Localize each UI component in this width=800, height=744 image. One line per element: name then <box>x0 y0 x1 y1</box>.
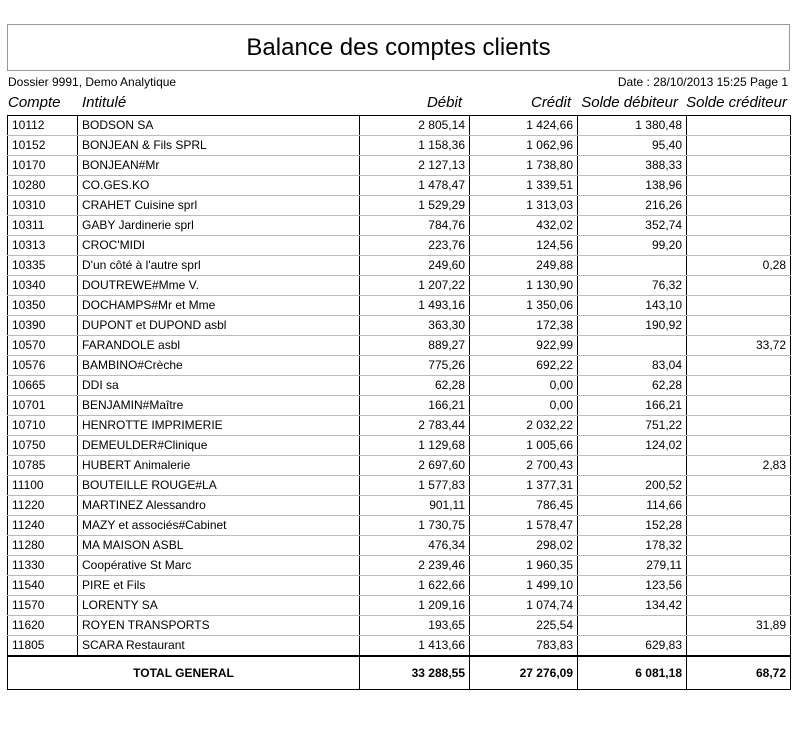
cell-credit: 1 960,35 <box>470 556 578 576</box>
cell-solde-debiteur <box>578 256 687 276</box>
cell-debit: 1 413,66 <box>360 636 470 656</box>
cell-credit: 1 313,03 <box>470 196 578 216</box>
cell-credit: 432,02 <box>470 216 578 236</box>
cell-intitule: GABY Jardinerie sprl <box>78 216 360 236</box>
cell-intitule: BAMBINO#Crèche <box>78 356 360 376</box>
cell-solde-crediteur <box>687 516 791 536</box>
cell-debit: 1 207,22 <box>360 276 470 296</box>
cell-debit: 1 158,36 <box>360 136 470 156</box>
total-debit: 33 288,55 <box>360 657 470 690</box>
total-solde-crediteur: 68,72 <box>687 657 791 690</box>
table-row <box>8 296 791 316</box>
table-row <box>8 356 791 376</box>
cell-credit: 922,99 <box>470 336 578 356</box>
cell-solde-debiteur: 123,56 <box>578 576 687 596</box>
cell-intitule: CO.GES.KO <box>78 176 360 196</box>
cell-intitule: FARANDOLE asbl <box>78 336 360 356</box>
cell-intitule: DDI sa <box>78 376 360 396</box>
cell-compte: 10785 <box>8 456 78 476</box>
cell-solde-debiteur: 178,32 <box>578 536 687 556</box>
cell-solde-debiteur: 200,52 <box>578 476 687 496</box>
cell-solde-crediteur <box>687 276 791 296</box>
cell-compte: 10576 <box>8 356 78 376</box>
cell-solde-debiteur: 190,92 <box>578 316 687 336</box>
cell-solde-crediteur <box>687 196 791 216</box>
cell-compte: 10152 <box>8 136 78 156</box>
cell-credit: 1 499,10 <box>470 576 578 596</box>
cell-compte: 10390 <box>8 316 78 336</box>
cell-solde-debiteur: 388,33 <box>578 156 687 176</box>
total-credit: 27 276,09 <box>470 657 578 690</box>
table-row <box>8 536 791 556</box>
cell-solde-crediteur <box>687 636 791 656</box>
cell-compte: 11570 <box>8 596 78 616</box>
cell-solde-debiteur: 138,96 <box>578 176 687 196</box>
cell-solde-debiteur: 83,04 <box>578 356 687 376</box>
cell-debit: 2 783,44 <box>360 416 470 436</box>
cell-debit: 2 805,14 <box>360 116 470 136</box>
cell-intitule: DEMEULDER#Clinique <box>78 436 360 456</box>
cell-solde-debiteur: 279,11 <box>578 556 687 576</box>
cell-debit: 1 730,75 <box>360 516 470 536</box>
cell-solde-debiteur <box>578 616 687 636</box>
cell-solde-debiteur: 114,66 <box>578 496 687 516</box>
cell-compte: 11330 <box>8 556 78 576</box>
cell-credit: 1 339,51 <box>470 176 578 196</box>
cell-credit: 1 130,90 <box>470 276 578 296</box>
cell-compte: 10750 <box>8 436 78 456</box>
header-intitule: Intitulé <box>82 94 127 111</box>
cell-compte: 10701 <box>8 396 78 416</box>
cell-compte: 10313 <box>8 236 78 256</box>
cell-intitule: BENJAMIN#Maître <box>78 396 360 416</box>
cell-intitule: PIRE et Fils <box>78 576 360 596</box>
cell-compte: 11220 <box>8 496 78 516</box>
table-row <box>8 376 791 396</box>
table-row <box>8 416 791 436</box>
cell-compte: 10170 <box>8 156 78 176</box>
cell-solde-debiteur: 99,20 <box>578 236 687 256</box>
table-row <box>8 176 791 196</box>
cell-debit: 193,65 <box>360 616 470 636</box>
cell-intitule: BONJEAN & Fils SPRL <box>78 136 360 156</box>
cell-solde-crediteur <box>687 596 791 616</box>
cell-credit: 249,88 <box>470 256 578 276</box>
cell-credit: 225,54 <box>470 616 578 636</box>
cell-solde-debiteur: 134,42 <box>578 596 687 616</box>
total-row <box>8 657 791 690</box>
cell-credit: 1 578,47 <box>470 516 578 536</box>
cell-solde-crediteur <box>687 296 791 316</box>
cell-intitule: CRAHET Cuisine sprl <box>78 196 360 216</box>
cell-debit: 775,26 <box>360 356 470 376</box>
cell-compte: 10665 <box>8 376 78 396</box>
cell-credit: 298,02 <box>470 536 578 556</box>
cell-solde-crediteur <box>687 496 791 516</box>
cell-solde-crediteur: 31,89 <box>687 616 791 636</box>
cell-solde-debiteur: 62,28 <box>578 376 687 396</box>
cell-debit: 223,76 <box>360 236 470 256</box>
cell-debit: 1 129,68 <box>360 436 470 456</box>
cell-credit: 783,83 <box>470 636 578 656</box>
cell-compte: 10350 <box>8 296 78 316</box>
table-row <box>8 256 791 276</box>
cell-debit: 363,30 <box>360 316 470 336</box>
cell-credit: 0,00 <box>470 376 578 396</box>
cell-debit: 1 493,16 <box>360 296 470 316</box>
cell-intitule: ROYEN TRANSPORTS <box>78 616 360 636</box>
table-row <box>8 596 791 616</box>
cell-solde-crediteur <box>687 156 791 176</box>
cell-debit: 1 529,29 <box>360 196 470 216</box>
cell-credit: 2 032,22 <box>470 416 578 436</box>
table-row <box>8 576 791 596</box>
table-row <box>8 516 791 536</box>
cell-debit: 901,11 <box>360 496 470 516</box>
table-row <box>8 436 791 456</box>
cell-debit: 2 239,46 <box>360 556 470 576</box>
cell-solde-crediteur <box>687 216 791 236</box>
table-row <box>8 236 791 256</box>
cell-solde-crediteur <box>687 556 791 576</box>
cell-compte: 10311 <box>8 216 78 236</box>
cell-solde-crediteur <box>687 576 791 596</box>
table-row <box>8 216 791 236</box>
cell-intitule: LORENTY SA <box>78 596 360 616</box>
cell-debit: 1 209,16 <box>360 596 470 616</box>
cell-intitule: Coopérative St Marc <box>78 556 360 576</box>
cell-debit: 249,60 <box>360 256 470 276</box>
total-table <box>7 656 791 690</box>
cell-credit: 1 062,96 <box>470 136 578 156</box>
cell-debit: 62,28 <box>360 376 470 396</box>
cell-compte: 11280 <box>8 536 78 556</box>
cell-solde-crediteur: 0,28 <box>687 256 791 276</box>
cell-solde-debiteur: 352,74 <box>578 216 687 236</box>
cell-solde-debiteur <box>578 336 687 356</box>
cell-solde-crediteur <box>687 116 791 136</box>
cell-intitule: DOUTREWE#Mme V. <box>78 276 360 296</box>
cell-intitule: HUBERT Animalerie <box>78 456 360 476</box>
cell-solde-crediteur <box>687 536 791 556</box>
cell-compte: 11540 <box>8 576 78 596</box>
cell-compte: 10570 <box>8 336 78 356</box>
cell-solde-crediteur <box>687 136 791 156</box>
cell-credit: 786,45 <box>470 496 578 516</box>
header-compte: Compte <box>8 94 61 111</box>
cell-intitule: DOCHAMPS#Mr et Mme <box>78 296 360 316</box>
cell-compte: 11805 <box>8 636 78 656</box>
report-title: Balance des comptes clients <box>7 24 790 71</box>
table-row <box>8 636 791 656</box>
header-credit: Crédit <box>530 94 571 111</box>
cell-compte: 11620 <box>8 616 78 636</box>
cell-compte: 10340 <box>8 276 78 296</box>
cell-credit: 1 424,66 <box>470 116 578 136</box>
cell-credit: 1 350,06 <box>470 296 578 316</box>
cell-solde-crediteur <box>687 396 791 416</box>
accounts-table-body <box>8 116 791 656</box>
table-row <box>8 496 791 516</box>
cell-solde-debiteur: 152,28 <box>578 516 687 536</box>
cell-debit: 1 622,66 <box>360 576 470 596</box>
cell-credit: 1 377,31 <box>470 476 578 496</box>
cell-compte: 10335 <box>8 256 78 276</box>
cell-solde-debiteur: 143,10 <box>578 296 687 316</box>
dossier-label: Dossier 9991, Demo Analytique <box>8 75 177 89</box>
cell-credit: 1 074,74 <box>470 596 578 616</box>
cell-credit: 1 005,66 <box>470 436 578 456</box>
cell-compte: 11100 <box>8 476 78 496</box>
total-solde-debiteur: 6 081,18 <box>578 657 687 690</box>
cell-solde-debiteur: 629,83 <box>578 636 687 656</box>
header-solde-debiteur: Solde débiteur <box>581 94 678 111</box>
cell-solde-crediteur <box>687 316 791 336</box>
cell-credit: 0,00 <box>470 396 578 416</box>
cell-intitule: MA MAISON ASBL <box>78 536 360 556</box>
table-row <box>8 336 791 356</box>
cell-credit: 1 738,80 <box>470 156 578 176</box>
cell-credit: 124,56 <box>470 236 578 256</box>
table-row <box>8 276 791 296</box>
cell-debit: 1 478,47 <box>360 176 470 196</box>
cell-solde-crediteur <box>687 436 791 456</box>
cell-debit: 1 577,83 <box>360 476 470 496</box>
table-row <box>8 616 791 636</box>
table-row <box>8 456 791 476</box>
cell-solde-crediteur <box>687 416 791 436</box>
cell-compte: 10710 <box>8 416 78 436</box>
cell-debit: 2 697,60 <box>360 456 470 476</box>
cell-solde-debiteur: 1 380,48 <box>578 116 687 136</box>
cell-intitule: DUPONT et DUPOND asbl <box>78 316 360 336</box>
cell-compte: 10310 <box>8 196 78 216</box>
cell-intitule: MAZY et associés#Cabinet <box>78 516 360 536</box>
cell-credit: 172,38 <box>470 316 578 336</box>
cell-solde-debiteur: 166,21 <box>578 396 687 416</box>
cell-intitule: HENROTTE IMPRIMERIE <box>78 416 360 436</box>
cell-intitule: BODSON SA <box>78 116 360 136</box>
cell-solde-debiteur: 216,26 <box>578 196 687 216</box>
cell-solde-debiteur: 124,02 <box>578 436 687 456</box>
header-solde-crediteur: Solde créditeur <box>686 94 787 111</box>
cell-credit: 2 700,43 <box>470 456 578 476</box>
cell-compte: 11240 <box>8 516 78 536</box>
accounts-table <box>7 115 791 656</box>
cell-solde-crediteur: 33,72 <box>687 336 791 356</box>
cell-intitule: BONJEAN#Mr <box>78 156 360 176</box>
date-page-label: Date : 28/10/2013 15:25 Page 1 <box>617 75 788 89</box>
cell-intitule: MARTINEZ Alessandro <box>78 496 360 516</box>
total-label: TOTAL GENERAL <box>8 657 360 690</box>
cell-debit: 889,27 <box>360 336 470 356</box>
table-row <box>8 136 791 156</box>
cell-intitule: CROC'MIDI <box>78 236 360 256</box>
cell-compte: 10280 <box>8 176 78 196</box>
header-debit: Débit <box>426 94 462 111</box>
cell-solde-crediteur <box>687 376 791 396</box>
cell-solde-crediteur <box>687 176 791 196</box>
cell-solde-debiteur <box>578 456 687 476</box>
table-row <box>8 156 791 176</box>
table-row <box>8 396 791 416</box>
cell-compte: 10112 <box>8 116 78 136</box>
cell-intitule: BOUTEILLE ROUGE#LA <box>78 476 360 496</box>
cell-debit: 166,21 <box>360 396 470 416</box>
table-row <box>8 196 791 216</box>
cell-solde-crediteur: 2,83 <box>687 456 791 476</box>
cell-solde-crediteur <box>687 476 791 496</box>
cell-debit: 476,34 <box>360 536 470 556</box>
cell-intitule: SCARA Restaurant <box>78 636 360 656</box>
table-row <box>8 476 791 496</box>
cell-credit: 692,22 <box>470 356 578 376</box>
table-row <box>8 316 791 336</box>
table-row <box>8 116 791 136</box>
cell-debit: 784,76 <box>360 216 470 236</box>
cell-solde-crediteur <box>687 236 791 256</box>
cell-solde-debiteur: 95,40 <box>578 136 687 156</box>
table-row <box>8 556 791 576</box>
cell-solde-debiteur: 76,32 <box>578 276 687 296</box>
cell-solde-crediteur <box>687 356 791 376</box>
cell-solde-debiteur: 751,22 <box>578 416 687 436</box>
cell-debit: 2 127,13 <box>360 156 470 176</box>
cell-intitule: D'un côté à l'autre sprl <box>78 256 360 276</box>
